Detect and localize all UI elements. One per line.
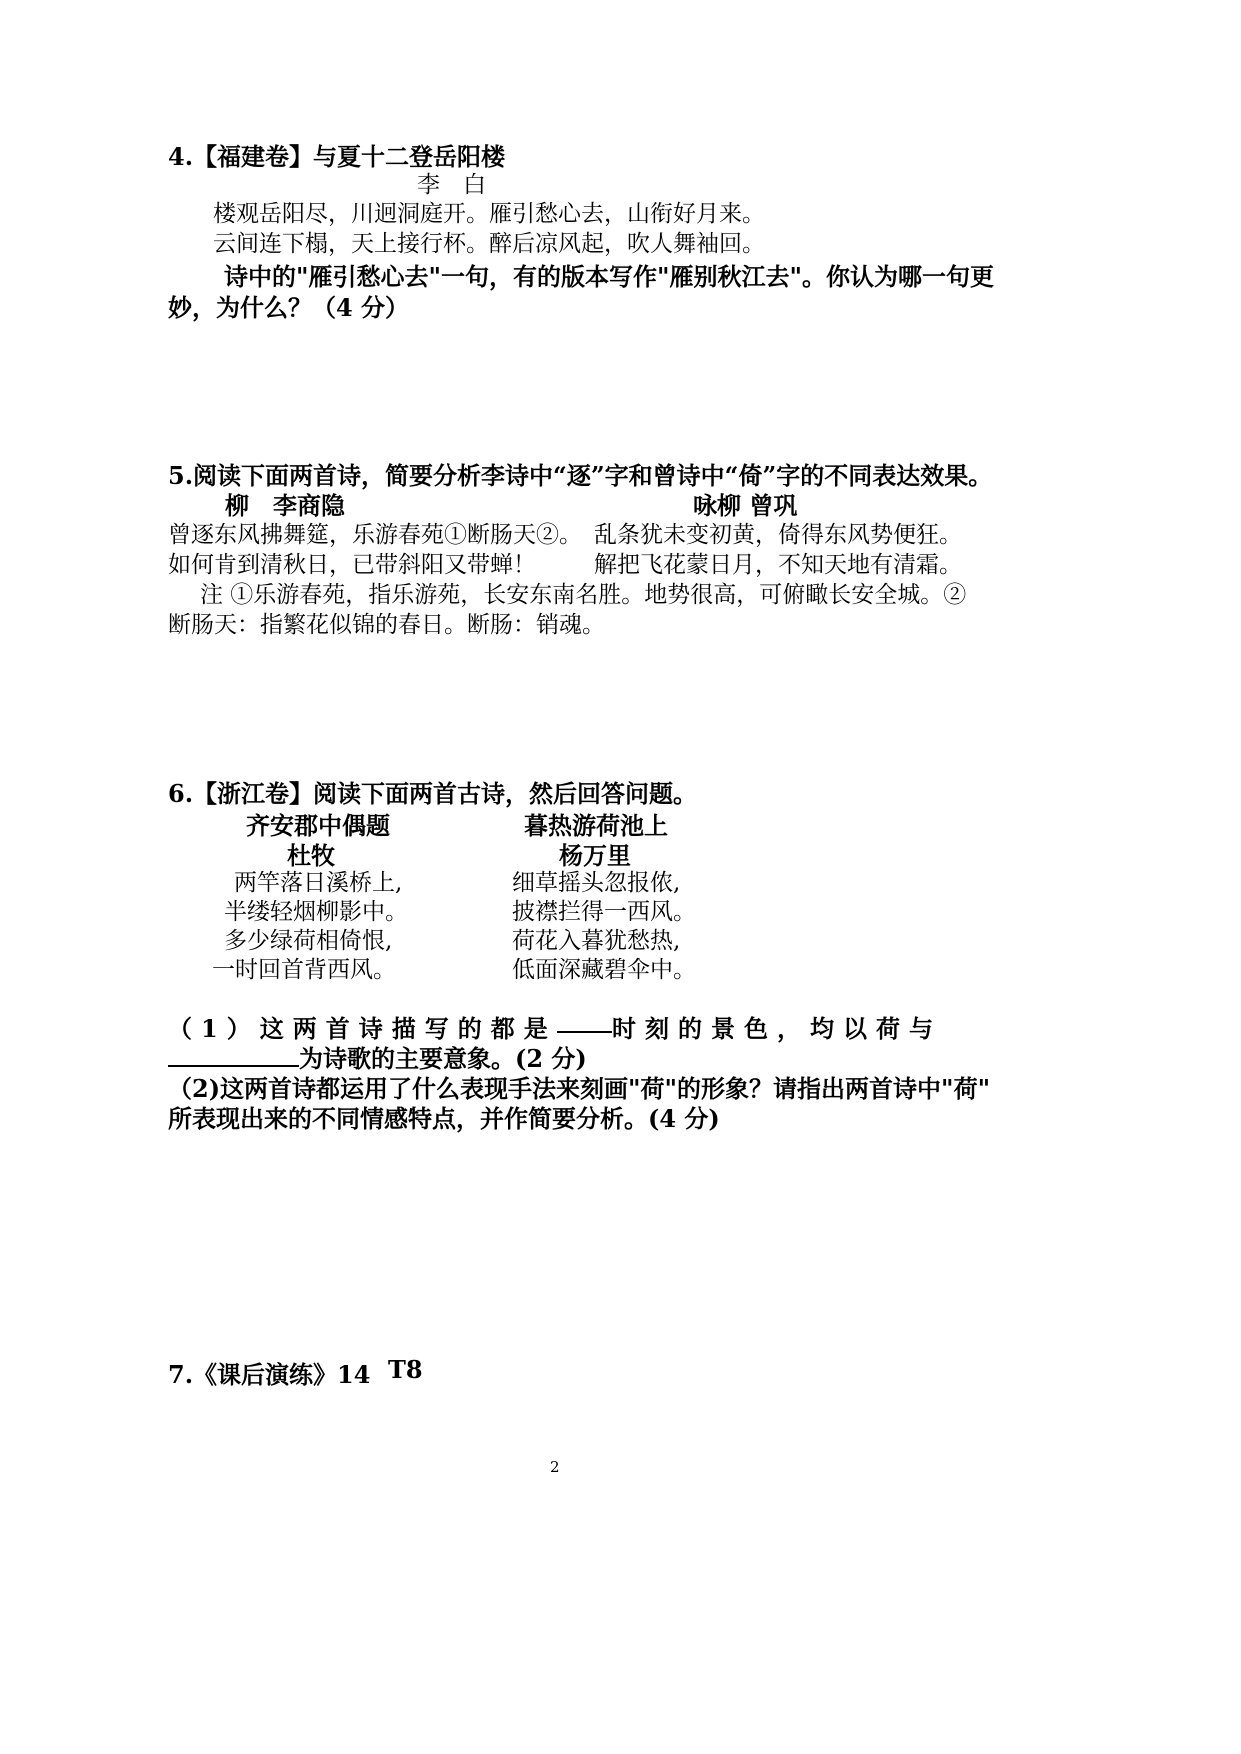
q6-sub1-answer-blank-1[interactable] [557,1009,612,1033]
q6-poem2-line-2: 披襟拦得一西风。 [512,899,696,925]
q4-author: 李 白 [417,172,486,198]
q5-row2-left: 如何肯到清秋日，已带斜阳又带蝉！ [168,552,536,578]
q5-row1-left: 曾逐东风拂舞筵，乐游春苑①断肠天②。 [168,522,582,548]
q6-poem2-line-3: 荷花入暮犹愁热, [512,928,681,954]
q6-poem1-line-4: 一时回首背西风。 [212,957,396,983]
q6-title: 6.【浙江卷】阅读下面两首古诗，然后回答问题。 [168,779,698,808]
q6-poem1-author: 杜牧 [287,841,335,870]
q5-note-line-2: 断肠天：指繁花似锦的春日。断肠：销魂。 [168,612,605,638]
q6-sub1-part3: 为诗歌的主要意象。(2 分) [299,1044,587,1073]
q5-note-line-1: 注 ①乐游春苑，指乐游苑，长安东南名胜。地势很高，可俯瞰长安全城。② [200,582,967,608]
q6-sub1-answer-blank-2[interactable] [168,1043,299,1067]
q5-poem1-heading: 柳 李商隐 [225,491,345,520]
q6-poem1-title: 齐安郡中偶题 [246,811,390,840]
q6-sub2-line-2: 所表现出来的不同情感特点，并作简要分析。(4 分) [168,1104,720,1133]
q6-poem2-title: 暮热游荷池上 [524,811,668,840]
q6-poem2-author: 杨万里 [559,841,631,870]
q6-sub1-part1: （1）这两首诗描写的都是 [168,1014,557,1043]
q4-poem-line-1: 楼观岳阳尽，川迥洞庭开。雁引愁心去，山衔好月来。 [213,201,765,227]
q6-poem2-line-4: 低面深藏碧伞中。 [512,957,696,983]
q4-question-line-2: 妙，为什么？（4 分） [168,293,410,322]
q5-row1-right: 乱条犹未变初黄，倚得东风势便狂。 [594,522,962,548]
q7-tag: T8 [388,1355,423,1384]
q6-poem1-line-1: 两竿落日溪桥上, [234,870,403,896]
q5-poem2-heading: 咏柳 曾巩 [693,491,798,520]
q6-poem2-line-1: 细草摇头忽报侬, [512,870,681,896]
q4-title: 4.【福建卷】与夏十二登岳阳楼 [168,142,506,171]
q5-row2-right: 解把飞花蒙日月，不知天地有清霜。 [594,552,962,578]
page-number: 2 [550,1458,560,1476]
q4-question-line-1: 诗中的"雁引愁心去"一句，有的版本写作"雁别秋江去"。你认为哪一句更 [224,262,995,291]
q6-poem1-line-2: 半缕轻烟柳影中。 [224,899,408,925]
q6-sub1-part2: 时刻的景色，均以荷与 [612,1014,942,1043]
q4-poem-line-2: 云间连下榻，天上接行杯。醉后凉风起，吹人舞袖回。 [213,231,765,257]
q7-label: 7.《课后演练》14 [168,1360,371,1389]
q6-sub2-line-1: （2)这两首诗都运用了什么表现手法来刻画"荷"的形象？请指出两首诗中"荷" [168,1074,991,1103]
q5-title: 5.阅读下面两首诗，简要分析李诗中“逐”字和曾诗中“倚”字的不同表达效果。 [168,461,993,490]
q6-poem1-line-3: 多少绿荷相倚恨, [224,928,393,954]
